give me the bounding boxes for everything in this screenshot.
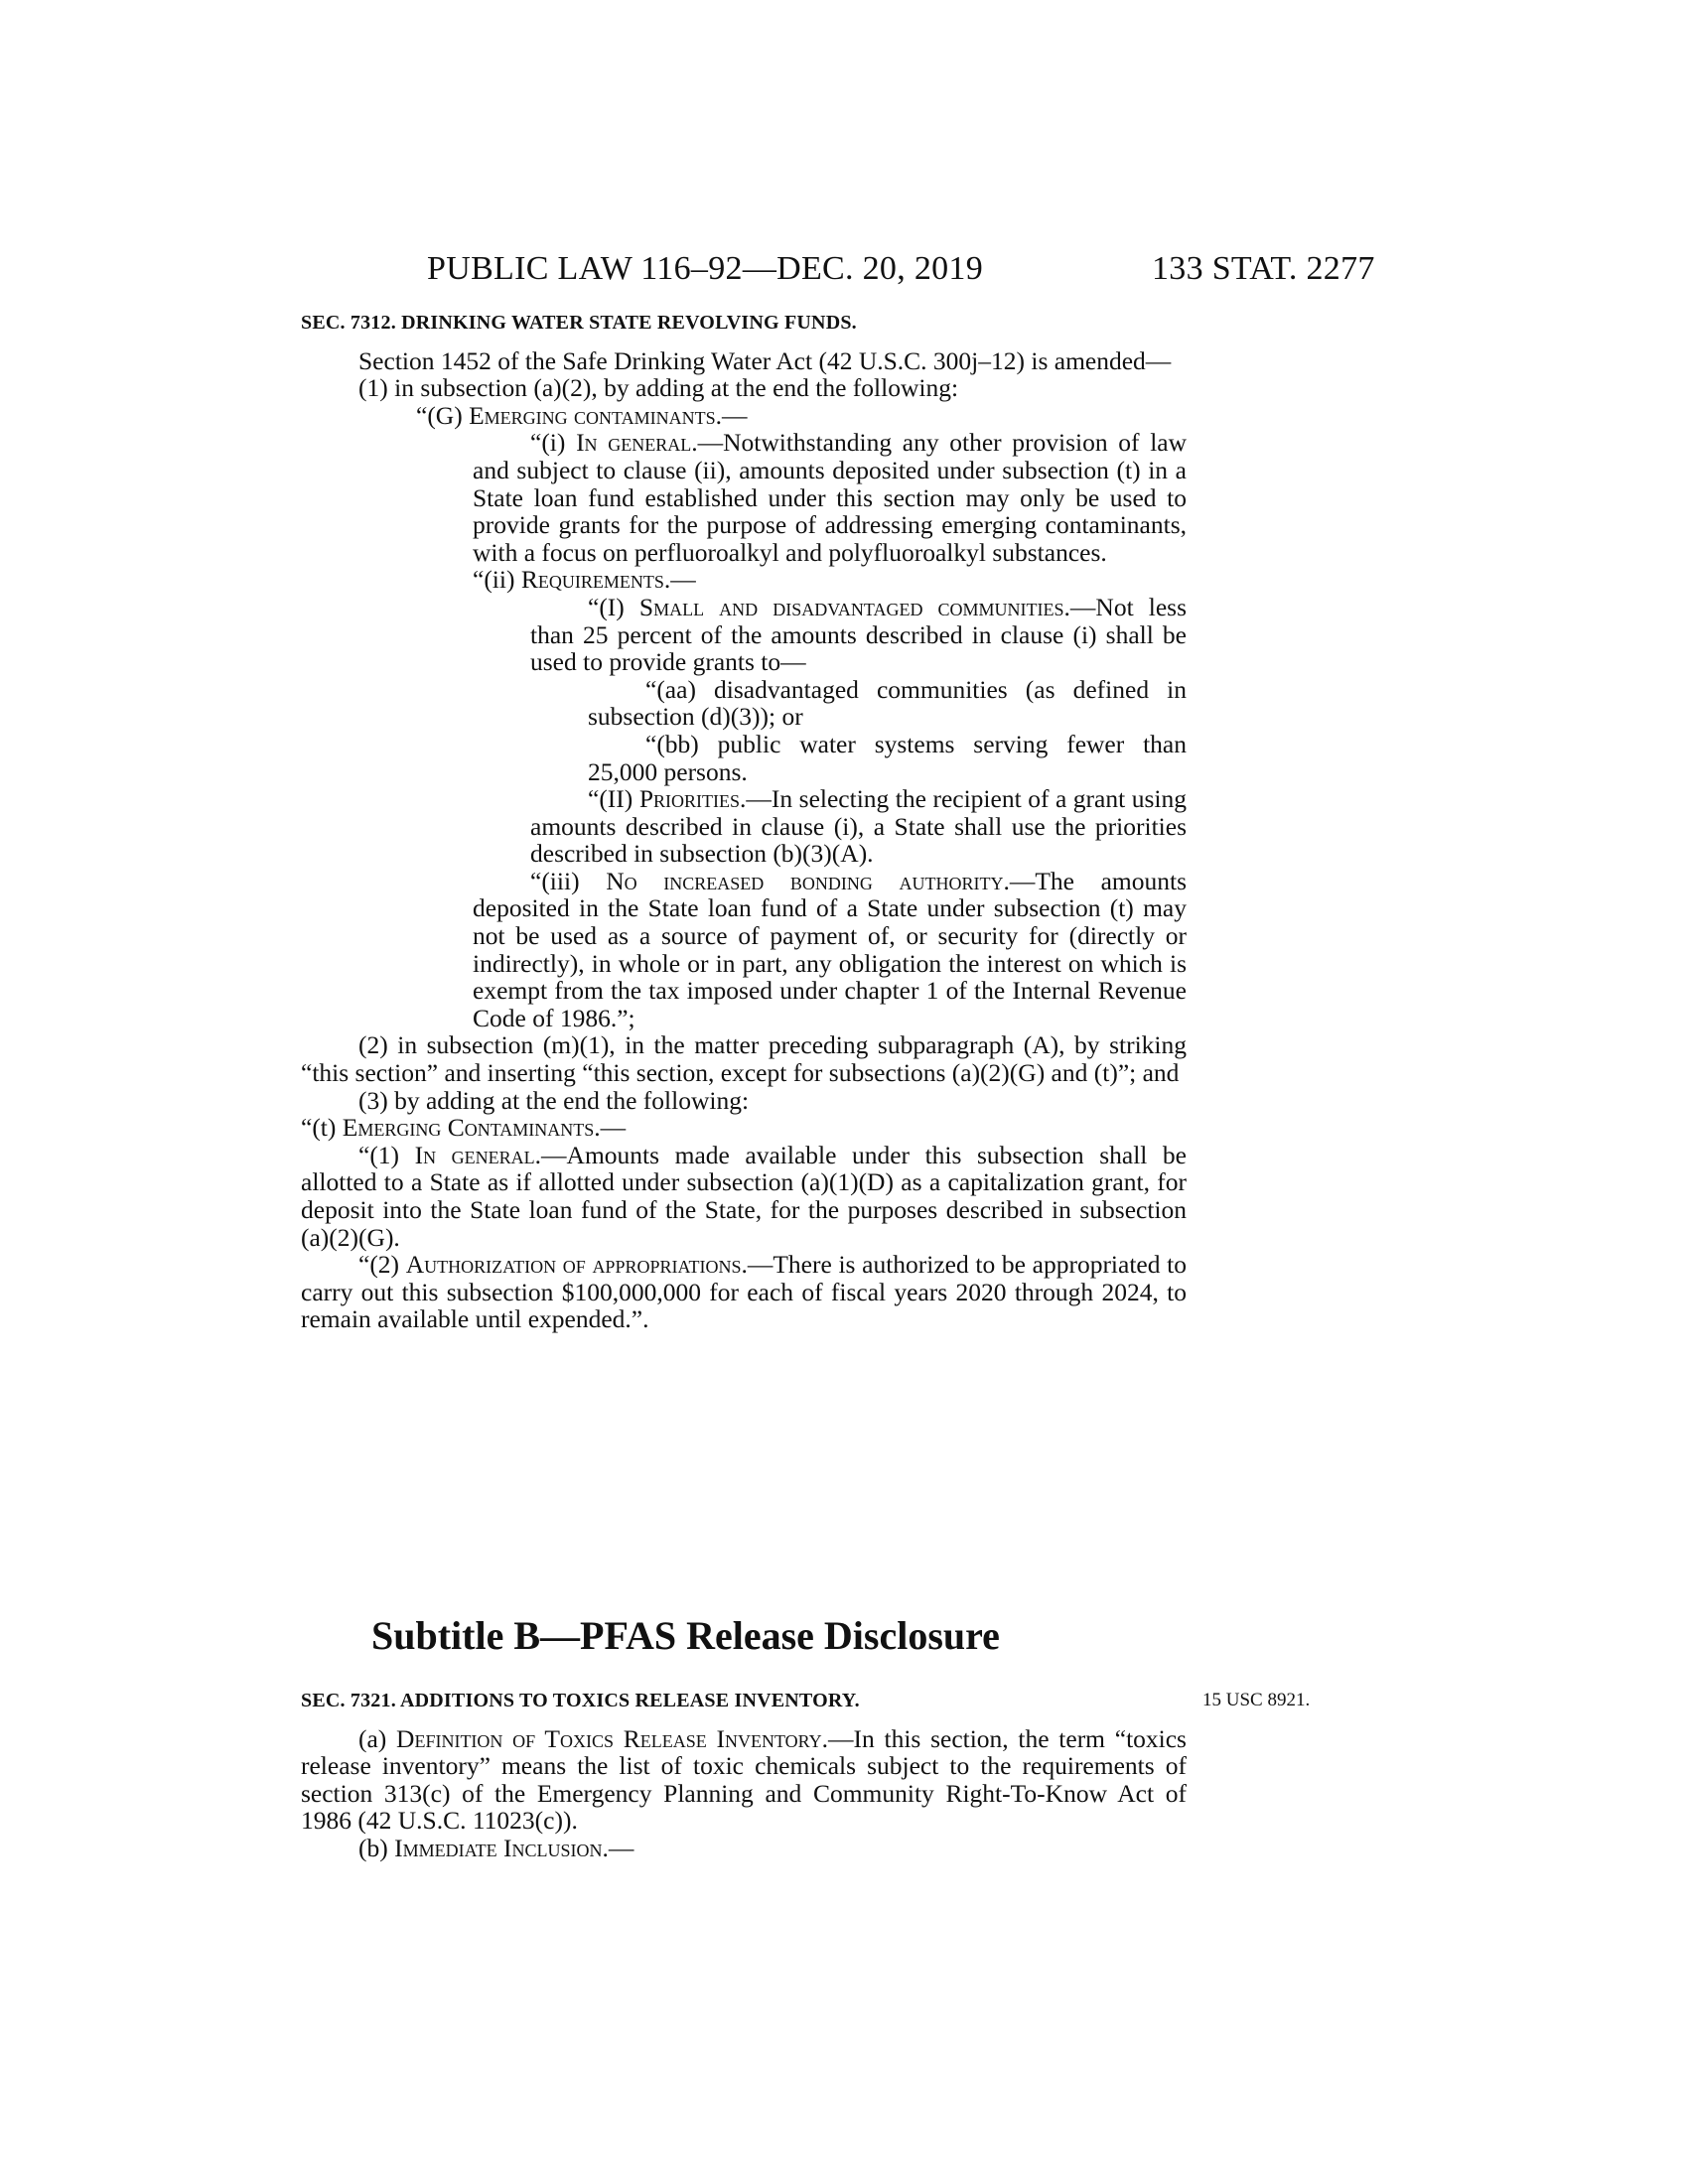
paragraph-t2-number: “(2) [358, 1250, 406, 1280]
subsection-b [301, 1835, 1187, 1862]
subsection-a-heading: Definition of Toxics Release Inventory [396, 1723, 822, 1753]
subtitle-heading: Subtitle B—PFAS Release Disclosure [371, 1613, 1000, 1658]
clause-i-heading: In general [576, 428, 692, 458]
subsection-b-number: (b) [358, 1833, 395, 1862]
subsection-a-text: .—In this section, the term “toxics release inventory” means the list of toxic chemicals subject to the requirements of section 313(c) of the Emergency Planning and Community Right-To-Know Act of 1986 (42 U.S.C. 11023(c)). [301, 1723, 1187, 1836]
amendment-item-1: (1) in subsection (a)(2), by adding at the end the following: [358, 373, 959, 403]
clause-iii [301, 868, 1187, 1032]
clause-i [301, 429, 1187, 566]
section-heading: SEC. 7312. DRINKING WATER STATE REVOLVING FUNDS. [301, 312, 857, 334]
subparagraph-g-dash: .— [715, 400, 748, 430]
paragraph-t1 [301, 1142, 1187, 1251]
subclause-II-number: “(II) [588, 784, 639, 814]
running-header-stat-page: 133 STAT. 2277 [1152, 250, 1375, 287]
subclause-I [301, 594, 1187, 676]
subsection-a [301, 1725, 1187, 1835]
subsection-b-dash: .— [602, 1833, 634, 1862]
section-intro: Section 1452 of the Safe Drinking Water Act (42 U.S.C. 300j–12) is amended— [358, 345, 1172, 375]
clause-i-number: “(i) [530, 428, 577, 458]
subclause-II [301, 785, 1187, 868]
subsection-a-number: (a) [358, 1723, 397, 1753]
subsection-t [301, 1114, 1187, 1142]
subclause-I-heading: Small and disadvantaged communities [638, 592, 1064, 621]
amendment-item-3: (3) by adding at the end the following: [358, 1085, 750, 1115]
section-7321 [301, 1688, 1187, 1862]
subclause-I-text: .—Not less than 25 percent of the amounts described in clause (i) shall be used to provide grants to— [530, 592, 1188, 677]
section-heading-7321: SEC. 7321. ADDITIONS TO TOXICS RELEASE INVENTORY. [301, 1690, 860, 1711]
clause-iii-number: “(iii) [530, 866, 607, 895]
amendment-item-2: (2) in subsection (m)(1), in the matter preceding subparagraph (A), by striking “this section” and inserting “this section, except for subsections (a)(2)(G) and (t)”; and [301, 1030, 1187, 1088]
paragraph-t2-text: .—There is authorized to be appropriated to carry out this subsection $100,000,000 for each of fiscal years 2020 through 2024, to remain available until expended.”. [301, 1250, 1187, 1334]
item-aa: “(aa) disadvantaged communities (as defined in subsection (d)(3)); or [588, 674, 1187, 732]
item-bb: “(bb) public water systems serving fewer than 25,000 persons. [588, 729, 1187, 786]
clause-i-text: .—Notwithstanding any other provision of law and subject to clause (ii), amounts deposited under subsection (t) in a State loan fund established under this section may only be used to provide grants for the purpose of addressing emerging contaminants, with a focus on perfluoroalkyl and polyfluoroalkyl substances. [473, 428, 1188, 567]
margin-note-usc: 15 USC 8921. [1202, 1690, 1311, 1710]
subsection-t-heading: Emerging Contaminants [342, 1113, 595, 1143]
subparagraph-g-heading: Emerging contaminants [469, 400, 716, 430]
subclause-II-text: .—In selecting the recipient of a grant using amounts described in clause (i), a State shall use the priorities described in subsection (b)(3)(A). [530, 784, 1187, 869]
paragraph-t2-heading: Authorization of appropriations [405, 1250, 742, 1280]
clause-ii [301, 566, 1187, 594]
paragraph-t1-heading: In general [414, 1140, 535, 1169]
clause-ii-number: “(ii) [473, 565, 521, 595]
subsection-b-heading: Immediate Inclusion [394, 1833, 603, 1862]
subparagraph-g-number: “(G) [416, 400, 470, 430]
subparagraph-g [301, 402, 1187, 430]
subsection-t-number: “(t) [301, 1113, 343, 1143]
paragraph-t2 [301, 1251, 1187, 1333]
clause-iii-text: .—The amounts deposited in the State loan fund of a State under subsection (t) may not be used as a source of payment of, or security for (directly or indirectly), in whole or in part, any obligation the interest on which is exempt from the tax imposed under chapter 1 of the Internal Revenue Code of 1986.”; [473, 866, 1188, 1032]
clause-ii-heading: Requirements [520, 565, 664, 595]
clause-iii-heading: No increased bonding authority [606, 866, 1004, 895]
section-7312 [301, 310, 1187, 1333]
subsection-t-dash: .— [594, 1113, 627, 1143]
subclause-I-number: “(I) [588, 592, 639, 621]
running-header-title: PUBLIC LAW 116–92—DEC. 20, 2019 [427, 250, 984, 287]
paragraph-t1-number: “(1) [358, 1140, 415, 1169]
paragraph-t1-text: .—Amounts made available under this subsection shall be allotted to a State as if allotted under subsection (a)(1)(D) as a capitalization grant, for deposit into the State loan fund of the State, for the purposes described in subsection (a)(2)(G). [301, 1140, 1188, 1252]
clause-ii-dash: .— [663, 565, 696, 595]
subclause-II-heading: Priorities [638, 784, 740, 814]
